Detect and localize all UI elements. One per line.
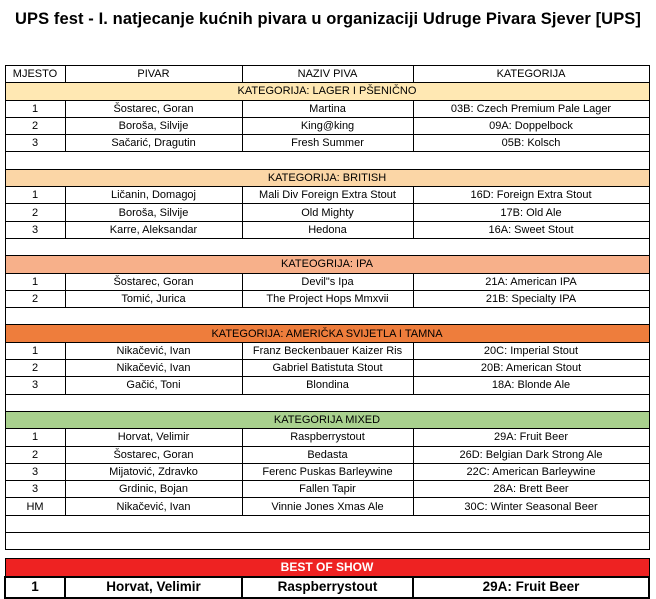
blank-cell xyxy=(5,533,65,550)
table-row xyxy=(5,342,649,359)
blank-cell xyxy=(242,152,413,169)
beer-cell: Mali Div Foreign Extra Stout xyxy=(242,187,413,204)
place-cell: 3 xyxy=(5,377,65,394)
brewer-cell: Mijatović, Zdravko xyxy=(65,463,242,480)
table-row xyxy=(5,498,649,515)
place-cell: 1 xyxy=(5,100,65,117)
brewer-cell: Nikačević, Ivan xyxy=(65,360,242,377)
brewer-cell: Boroša, Silvije xyxy=(65,117,242,134)
header-category: KATEGORIJA xyxy=(413,66,649,83)
place-cell: 2 xyxy=(5,204,65,221)
beer-cell: Devil"s Ipa xyxy=(242,273,413,290)
beer-cell: Hedona xyxy=(242,221,413,238)
spacer xyxy=(5,550,649,559)
table-row xyxy=(5,273,649,290)
style-cell: 05B: Kolsch xyxy=(413,135,649,152)
beer-cell: Bedasta xyxy=(242,446,413,463)
table-row xyxy=(5,429,649,446)
blank-cell xyxy=(65,152,242,169)
spacer-cell xyxy=(5,550,649,559)
blank-cell xyxy=(5,308,65,325)
best-beer: Raspberrystout xyxy=(242,577,413,598)
category-header-lager xyxy=(5,83,649,100)
brewer-cell: Sačarić, Dragutin xyxy=(65,135,242,152)
brewer-cell: Ličanin, Domagoj xyxy=(65,187,242,204)
results-table xyxy=(4,65,650,599)
blank-cell xyxy=(5,394,65,411)
style-cell: 30C: Winter Seasonal Beer xyxy=(413,498,649,515)
brewer-cell: Karre, Aleksandar xyxy=(65,221,242,238)
beer-cell: Fallen Tapir xyxy=(242,481,413,498)
style-cell: 16A: Sweet Stout xyxy=(413,221,649,238)
place-cell: 1 xyxy=(5,187,65,204)
best-of-show-header xyxy=(5,559,649,577)
header-row xyxy=(5,66,649,83)
blank-cell xyxy=(413,308,649,325)
place-cell: 2 xyxy=(5,360,65,377)
style-cell: 09A: Doppelbock xyxy=(413,117,649,134)
blank-cell xyxy=(413,152,649,169)
style-cell: 16D: Foreign Extra Stout xyxy=(413,187,649,204)
style-cell: 29A: Fruit Beer xyxy=(413,429,649,446)
category-label: KATEGORIJA: AMERIČKA SVIJETLA I TAMNA xyxy=(5,325,649,342)
table-row xyxy=(5,187,649,204)
category-header-mixed xyxy=(5,411,649,428)
brewer-cell: Horvat, Velimir xyxy=(65,429,242,446)
blank-cell xyxy=(242,515,413,532)
brewer-cell: Šostarec, Goran xyxy=(65,446,242,463)
place-cell: HM xyxy=(5,498,65,515)
category-label: KATEGORIJA: LAGER I PŠENIČNO xyxy=(5,83,649,100)
table-row xyxy=(5,204,649,221)
style-cell: 20C: Imperial Stout xyxy=(413,342,649,359)
blank-row xyxy=(5,394,649,411)
place-cell: 1 xyxy=(5,342,65,359)
style-cell: 22C: American Barleywine xyxy=(413,463,649,480)
beer-cell: The Project Hops Mmxvii xyxy=(242,290,413,307)
brewer-cell: Tomić, Jurica xyxy=(65,290,242,307)
blank-cell xyxy=(65,308,242,325)
beer-cell: King@king xyxy=(242,117,413,134)
blank-row xyxy=(5,533,649,550)
blank-cell xyxy=(413,515,649,532)
brewer-cell: Nikačević, Ivan xyxy=(65,342,242,359)
beer-cell: Raspberrystout xyxy=(242,429,413,446)
beer-cell: Ferenc Puskas Barleywine xyxy=(242,463,413,480)
style-cell: 03B: Czech Premium Pale Lager xyxy=(413,100,649,117)
category-label: KATEOGRIJA: IPA xyxy=(5,256,649,273)
header-beer: NAZIV PIVA xyxy=(242,66,413,83)
beer-cell: Martina xyxy=(242,100,413,117)
place-cell: 3 xyxy=(5,463,65,480)
page-title: UPS fest - I. natjecanje kućnih pivara u organizaciji Udruge Pivara Sjever [UPS] xyxy=(14,10,642,28)
table-row xyxy=(5,117,649,134)
category-header-british xyxy=(5,169,649,186)
beer-cell: Fresh Summer xyxy=(242,135,413,152)
blank-cell xyxy=(413,533,649,550)
brewer-cell: Boroša, Silvije xyxy=(65,204,242,221)
header-brewer: PIVAR xyxy=(65,66,242,83)
table-row xyxy=(5,100,649,117)
table-row xyxy=(5,221,649,238)
table-row xyxy=(5,377,649,394)
best-brewer: Horvat, Velimir xyxy=(65,577,242,598)
blank-cell xyxy=(5,238,65,255)
table-row xyxy=(5,360,649,377)
table-row xyxy=(5,290,649,307)
style-cell: 17B: Old Ale xyxy=(413,204,649,221)
beer-cell: Vinnie Jones Xmas Ale xyxy=(242,498,413,515)
place-cell: 1 xyxy=(5,273,65,290)
blank-cell xyxy=(242,308,413,325)
table-row xyxy=(5,446,649,463)
category-label: KATEGORIJA: BRITISH xyxy=(5,169,649,186)
blank-cell xyxy=(242,533,413,550)
beer-cell: Blondina xyxy=(242,377,413,394)
blank-cell xyxy=(5,515,65,532)
blank-row xyxy=(5,152,649,169)
beer-cell: Franz Beckenbauer Kaizer Ris xyxy=(242,342,413,359)
blank-cell xyxy=(5,152,65,169)
blank-cell xyxy=(242,394,413,411)
table-row xyxy=(5,481,649,498)
brewer-cell: Šostarec, Goran xyxy=(65,273,242,290)
category-label: KATEGORIJA MIXED xyxy=(5,411,649,428)
style-cell: 26D: Belgian Dark Strong Ale xyxy=(413,446,649,463)
place-cell: 2 xyxy=(5,290,65,307)
blank-cell xyxy=(65,394,242,411)
best-place: 1 xyxy=(5,577,65,598)
place-cell: 3 xyxy=(5,221,65,238)
brewer-cell: Šostarec, Goran xyxy=(65,100,242,117)
table-row xyxy=(5,135,649,152)
style-cell: 21A: American IPA xyxy=(413,273,649,290)
brewer-cell: Gačić, Toni xyxy=(65,377,242,394)
table-row xyxy=(5,463,649,480)
brewer-cell: Nikačević, Ivan xyxy=(65,498,242,515)
blank-cell xyxy=(413,394,649,411)
style-cell: 28A: Brett Beer xyxy=(413,481,649,498)
blank-cell xyxy=(242,238,413,255)
brewer-cell: Grdinic, Bojan xyxy=(65,481,242,498)
beer-cell: Old Mighty xyxy=(242,204,413,221)
blank-cell xyxy=(65,238,242,255)
style-cell: 18A: Blonde Ale xyxy=(413,377,649,394)
blank-row xyxy=(5,238,649,255)
blank-cell xyxy=(65,515,242,532)
place-cell: 2 xyxy=(5,117,65,134)
best-of-show-label: BEST OF SHOW xyxy=(5,559,649,577)
blank-row xyxy=(5,515,649,532)
beer-cell: Gabriel Batistuta Stout xyxy=(242,360,413,377)
place-cell: 1 xyxy=(5,429,65,446)
category-header-american xyxy=(5,325,649,342)
place-cell: 3 xyxy=(5,481,65,498)
blank-cell xyxy=(413,238,649,255)
blank-row xyxy=(5,308,649,325)
style-cell: 21B: Specialty IPA xyxy=(413,290,649,307)
header-place: MJESTO xyxy=(5,66,65,83)
place-cell: 3 xyxy=(5,135,65,152)
best-of-show-row xyxy=(5,577,649,598)
place-cell: 2 xyxy=(5,446,65,463)
best-style: 29A: Fruit Beer xyxy=(413,577,649,598)
blank-cell xyxy=(65,533,242,550)
style-cell: 20B: American Stout xyxy=(413,360,649,377)
category-header-ipa xyxy=(5,256,649,273)
